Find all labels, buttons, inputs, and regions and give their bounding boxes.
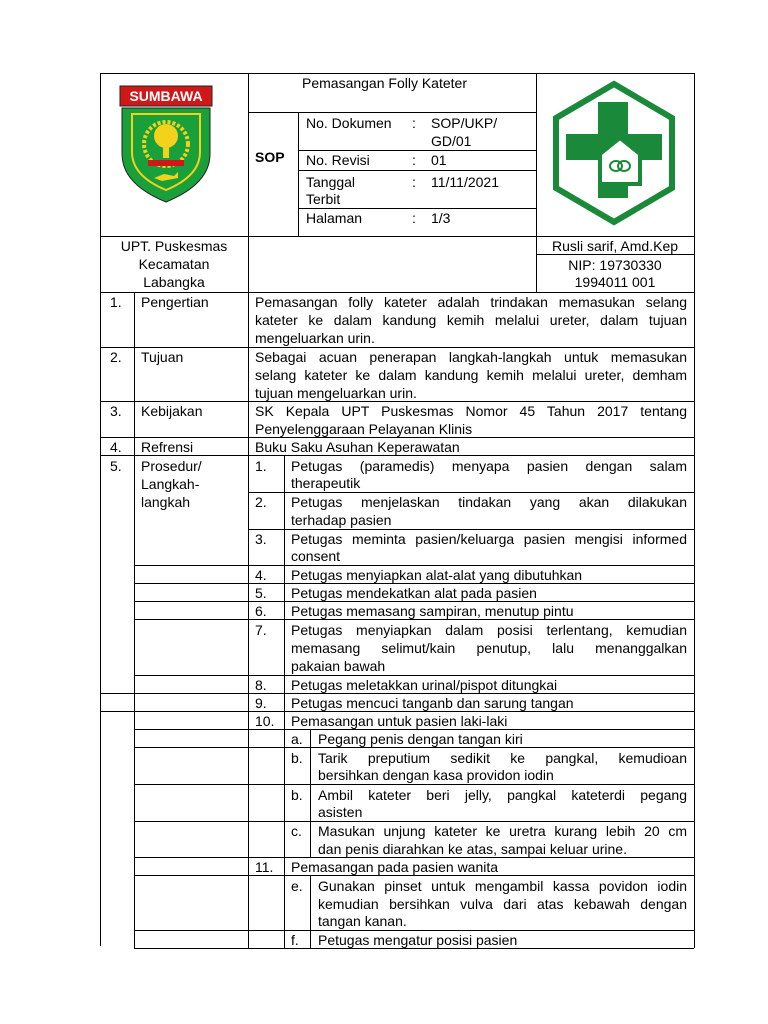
step-9-no: 9. <box>255 695 267 711</box>
substep-male-4-text-1: Masukan unjung kateter ke uretra kurang lebih 20 cm <box>318 823 687 839</box>
step-2-text-1: Petugas menjelaskan tindakan yang akan dilakukan <box>291 494 687 510</box>
step-11-text-1: Pemasangan pada pasien wanita <box>291 859 499 875</box>
substep-female-1-text-3: tangan kanan. <box>318 913 407 929</box>
section-3-text-1: SK Kepala UPT Puskesmas Nomor 45 Tahun 2017 tentang <box>255 403 687 419</box>
document-title: Pemasangan Folly Kateter <box>302 75 467 91</box>
meta-value-dokumen-1: SOP/UKP/ <box>431 115 498 131</box>
col-substep-divider-2 <box>310 875 311 948</box>
step-4-no: 4. <box>255 567 267 583</box>
meta-value-tanggal: 11/11/2021 <box>431 174 499 190</box>
substep-male-2-text-1: Tarik preputium sedikit ke pangkal, kemudioan <box>318 750 687 766</box>
sub-line-2 <box>134 784 694 785</box>
section-4-text-1: Buku Saku Asuhan Keperawatan <box>255 439 460 455</box>
step-7-text-3: pakaian bawah <box>291 658 386 674</box>
step-6-text-1: Petugas memasang sampiran, menutup pintu <box>291 603 574 619</box>
section-2-no: 2. <box>110 349 122 365</box>
substep-male-4-text-2: dan penis diarahkan ke atas, sampai keluar urine. <box>318 841 627 857</box>
step-2-no: 2. <box>255 494 267 510</box>
signer-name: Rusli sarif, Amd.Kep <box>551 238 679 254</box>
meta-label-tanggal-1: Tanggal <box>306 174 356 190</box>
meta-sep-tanggal: : <box>412 174 416 190</box>
meta-value-revisi: 01 <box>431 152 447 168</box>
puskesmas-logo-icon <box>548 80 680 228</box>
step-10-text-1: Pemasangan untuk pasien laki-laki <box>291 713 508 729</box>
meta-sep-revisi: : <box>412 152 416 168</box>
section-4-label: Refrensi <box>141 439 194 455</box>
step-7-text-1: Petugas menyiapkan dalam posisi terlentang, kemudian <box>291 622 687 638</box>
meta-row-line-2 <box>298 170 536 171</box>
section-2-text-3: tujuan mengeluarkan urin. <box>255 385 417 401</box>
substep-male-2-text-2: bersihkan dengan kasa providon iodin <box>318 767 554 783</box>
section-3-label: Kebijakan <box>141 403 203 419</box>
meta-value-halaman: 1/3 <box>431 210 451 226</box>
section-3-no: 3. <box>110 403 122 419</box>
col-substep-divider-1 <box>310 729 311 858</box>
section-5-no: 5. <box>110 458 122 474</box>
unit-line-2: Kecamatan <box>138 256 210 272</box>
meta-label-halaman: Halaman <box>306 210 363 226</box>
substep-male-1-text-1: Pegang penis dengan tangan kiri <box>318 731 523 747</box>
unit-line-3: Labangka <box>143 274 205 290</box>
substep-female-2-text-1: Petugas mengatur posisi pasien <box>318 932 518 948</box>
step-7-no: 7. <box>255 622 267 638</box>
border-right <box>694 73 695 948</box>
step-6-no: 6. <box>255 603 267 619</box>
step-10-no: 10. <box>255 713 275 729</box>
section-5-label-2: Langkah- <box>141 476 200 492</box>
col-meta-divider <box>298 112 299 236</box>
section-4-no: 4. <box>110 439 122 455</box>
meta-label-revisi: No. Revisi <box>306 152 370 168</box>
substep-female-1-no: e. <box>291 878 303 894</box>
substep-male-3-text-1: Ambil kateter beri jelly, pangkal kateterdi pegang <box>318 787 687 803</box>
col-no-divider <box>134 292 135 712</box>
sumbawa-emblem-icon <box>118 84 214 206</box>
step-7-text-2: memasang selimut/kain penutup, lalu menanggalkan <box>291 640 687 656</box>
step-1-text-1: Petugas (paramedis) menyapa pasien dengan salam <box>291 458 687 474</box>
section-1-no: 1. <box>110 294 122 310</box>
emblem-tree-trunk <box>163 142 169 158</box>
step-5-text-1: Petugas mendekatkan alat pada pasien <box>291 585 537 601</box>
substep-male-4-no: c. <box>291 823 302 839</box>
substep-male-3-text-2: asisten <box>318 804 363 820</box>
section-5-label-1: Prosedur/ <box>141 458 202 474</box>
step-3-no: 3. <box>255 531 267 547</box>
border-left-lower <box>100 708 101 946</box>
title-row-line <box>248 112 536 113</box>
signer-nip-2: 1994011 001 <box>574 274 656 290</box>
substep-female-1-text-2: kemudian bersihkan vulva dari atas kebawah dengan <box>318 896 687 912</box>
meta-sep-halaman: : <box>412 210 416 226</box>
step-8-text-1: Petugas meletakkan urinal/pispot ditungkai <box>291 677 558 693</box>
step-9-text-1: Petugas mencuci tanganb dan sarung tangan <box>291 695 574 711</box>
border-left <box>100 73 101 708</box>
meta-label-dokumen: No. Dokumen <box>306 115 392 131</box>
section-5-label-3: langkah <box>141 494 191 510</box>
meta-label-tanggal-2: Terbit <box>306 191 341 207</box>
sop-label: SOP <box>255 149 285 165</box>
meta-value-dokumen-2: GD/01 <box>431 133 472 149</box>
substep-male-3-no: b. <box>291 787 303 803</box>
step-3-text-1: Petugas meminta pasien/keluarga pasien mengisi informed <box>291 531 687 547</box>
step-1-text-2: therapeutik <box>291 475 361 491</box>
meta-sep-dokumen: : <box>412 115 416 131</box>
section-2-label: Tujuan <box>141 349 184 365</box>
emblem-ribbon <box>148 160 184 166</box>
step-2-text-2: terhadap pasien <box>291 512 392 528</box>
section-3-text-2: Penyelenggaraan Pelayanan Klinis <box>255 421 473 437</box>
step-1-no: 1. <box>255 458 267 474</box>
step-11-no: 11. <box>255 859 274 875</box>
emblem-banner-text: SUMBAWA <box>129 88 203 104</box>
section-2-text-2: selang kateter ke dalam kandung kemih melalui ureter, demham <box>255 367 687 383</box>
col-label-divider <box>248 73 249 948</box>
substep-male-2-no: b. <box>291 750 303 766</box>
step-5-no: 5. <box>255 585 267 601</box>
section-1-text-1: Pemasangan folly kateter adalah trindakan memasukan selang <box>255 294 687 310</box>
substep-female-1-text-1: Gunakan pinset untuk mengambil kassa povidon iodin <box>318 878 687 894</box>
substep-female-2-no: f. <box>291 932 299 948</box>
section-1-text-2: kateter ke dalam kandung kemih melalui ureter, dalam tujuan <box>255 312 687 328</box>
section-2-text-1: Sebagai acuan penerapan langkah-langkah untuk memasukan <box>255 349 687 365</box>
unit-line-1: UPT. Puskesmas <box>120 238 228 254</box>
signer-nip-1: NIP: 19730330 <box>568 257 662 273</box>
step-3-text-2: consent <box>291 548 341 564</box>
substep-male-1-no: a. <box>291 731 303 747</box>
section-1-text-3: mengeluarkan urin. <box>255 330 375 346</box>
step-8-no: 8. <box>255 677 267 693</box>
section-1-label: Pengertian <box>141 294 209 310</box>
step-4-text-1: Petugas menyiapkan alat-alat yang dibutuhkan <box>291 567 583 583</box>
